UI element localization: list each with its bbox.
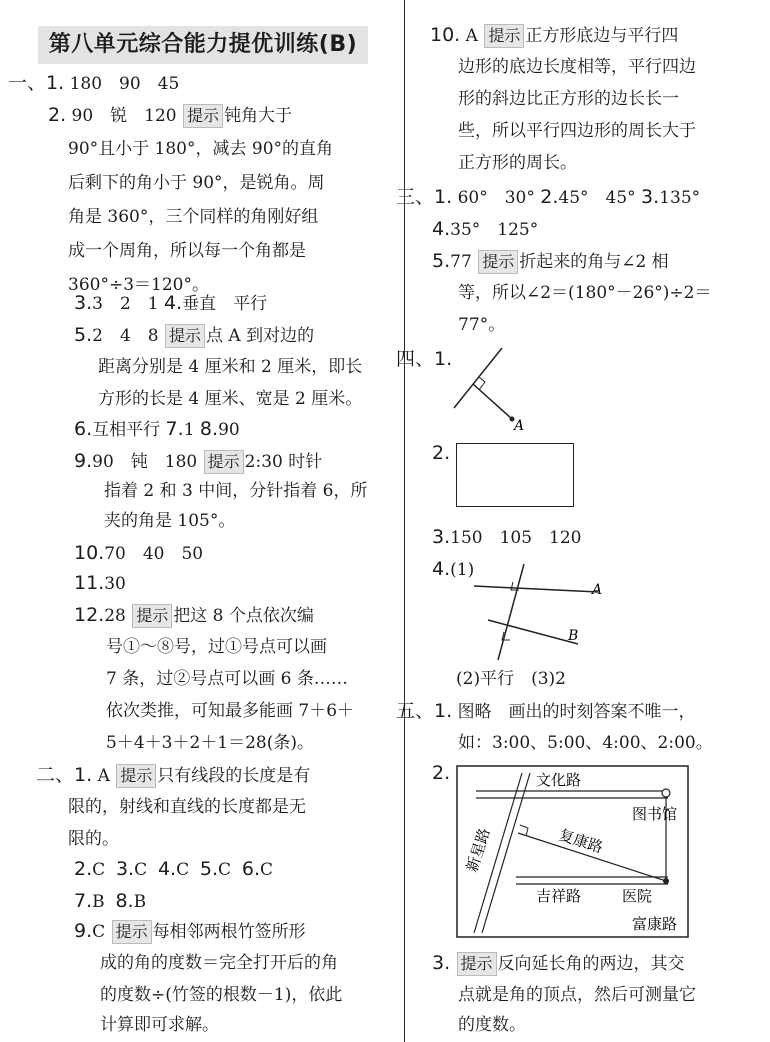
q2-9: 9.C 提示 每相邻两根竹签所形 [74, 920, 306, 942]
q5-3: 3. 提示 反向延长角的两边，其交 [432, 952, 685, 974]
q1-9: 9.90 钝 180 提示 2:30 时针 [74, 450, 323, 472]
label-fukang-road-2: 富康路 [632, 915, 678, 933]
q5-2: 2. [432, 762, 451, 784]
q2-1-line2: 限的，射线和直线的长度都是无 [68, 797, 306, 817]
q1-2-line2: 90°且小于 180°，减去 90°的直角 [68, 139, 334, 159]
perpendicular-figure [450, 342, 580, 434]
q2-1: 二、1. A 提示 只有线段的长度是有 [36, 764, 311, 786]
right-column [396, 0, 770, 1042]
q1-12-line4: 依次类推，可知最多能画 7＋6＋ [106, 701, 355, 721]
q1-5-line3: 方形的长是 4 厘米、宽是 2 厘米。 [98, 389, 363, 409]
hint-tag: 提示 [457, 952, 497, 976]
parallel-lines-figure [470, 560, 630, 664]
hint-tag: 提示 [204, 450, 244, 474]
label-wenhua-road: 文化路 [536, 771, 582, 789]
q4-4-parts-2-3: (2)平行 (3)2 [456, 669, 566, 689]
q2-2-to-6: 2.C 3.C 4.C 5.C 6.C [74, 858, 274, 880]
hint-tag: 提示 [112, 920, 152, 944]
map-frame [457, 766, 688, 937]
q1-5-line2: 距离分别是 4 厘米和 2 厘米，即长 [98, 357, 363, 377]
q3-5-line3: 77°。 [458, 315, 506, 335]
hint-tag: 提示 [478, 250, 518, 274]
q1-10: 10.70 40 50 [74, 542, 204, 564]
q1-2-line6: 360°÷3＝120°。 [68, 275, 209, 295]
q1-12-line3: 7 条，过②号点可以画 6 条…… [106, 669, 348, 689]
hint-tag: 提示 [183, 104, 223, 128]
point-b-label: B [568, 628, 579, 644]
right-angle-mark [479, 377, 485, 390]
label-library: 图书馆 [632, 805, 678, 823]
q3-4: 4.35° 125° [432, 218, 539, 240]
q4-4: 4.(1) [432, 558, 475, 580]
q1-2-line3: 后剩下的角小于 90°，是锐角。周 [68, 173, 325, 193]
label-jixiang-road: 吉祥路 [536, 887, 582, 905]
q1-10-line2: 边形的底边长度相等，平行四边 [458, 57, 696, 77]
q3-5-line2: 等，所以∠2＝(180°－26°)÷2＝ [458, 283, 712, 303]
library-marker [662, 789, 670, 797]
q4-1: 四、1. [396, 348, 453, 370]
q2-1-line3: 限的。 [68, 829, 119, 849]
q4-2: 2. [432, 442, 451, 464]
q1-2: 2. 90 锐 120 提示 钝角大于 [48, 104, 293, 126]
point-a-label: A [592, 582, 603, 598]
page-title: 第八单元综合能力提优训练(B) [38, 26, 368, 64]
transversal-line [498, 564, 524, 660]
q1-5: 5.2 4 8 提示 点 A 到对边的 [74, 324, 315, 346]
rectangle-figure [456, 443, 574, 507]
q1-12-line5: 5＋4＋3＋2＋1＝28(条)。 [106, 733, 314, 753]
q1-12: 12.28 提示 把这 8 个点依次编 [74, 604, 314, 626]
q1-2-line5: 成一个周角，所以每一个角都是 [68, 241, 306, 261]
q1-9-line3: 夹的角是 105°。 [104, 511, 236, 531]
hint-tag: 提示 [484, 24, 524, 48]
q1-11: 11.30 [74, 572, 126, 594]
label-xinxing-road: 新星路 [462, 825, 494, 875]
q1-1: 一、1. 180 90 45 [8, 72, 180, 94]
hint-tag: 提示 [165, 324, 205, 348]
road-map-figure [456, 765, 690, 941]
label-fukang-road: 复康路 [556, 825, 606, 857]
label-hospital: 医院 [622, 887, 653, 905]
q2-7-8: 7.B 8.B [74, 890, 147, 912]
perpendicular-segment [473, 384, 512, 419]
q2-9-line2: 成的角的度数＝完全打开后的角 [100, 953, 338, 973]
column-divider [404, 0, 405, 1042]
q5-3-line3: 的度数。 [458, 1015, 526, 1035]
q1-12-line2: 号①～⑧号，过①号点可以画 [106, 637, 327, 657]
q5-1-line2: 如：3:00、5:00、4:00、2:00。 [458, 733, 713, 753]
q1-10-right: 10. A 提示 正方形底边与平行四 [430, 24, 679, 46]
q1-2-line4: 角是 360°，三个同样的角刚好组 [68, 207, 319, 227]
road-xinxing-right [482, 773, 530, 933]
hospital-marker [663, 878, 669, 884]
q1-10-line3: 形的斜边比正方形的边长长一 [458, 89, 679, 109]
q1-10-line5: 正方形的周长。 [458, 153, 577, 173]
q1-6: 6.互相平行 7.1 8.90 [74, 418, 240, 440]
hint-tag: 提示 [132, 604, 172, 628]
q3-1: 三、1. 60° 30° 2.45° 45° 3.135° [396, 186, 701, 208]
hint-tag: 提示 [116, 764, 156, 788]
q5-1: 五、1. 图略 画出的时刻答案不唯一， [396, 700, 696, 722]
q4-3: 3.150 105 120 [432, 526, 582, 548]
line-l [454, 348, 502, 408]
parallel-line-a [474, 586, 598, 592]
q2-9-line3: 的度数÷(竹签的根数－1)，依此 [100, 985, 343, 1005]
q2-9-line4: 计算即可求解。 [100, 1015, 219, 1035]
q1-9-line2: 指着 2 和 3 中间，分针指着 6，所 [104, 481, 368, 501]
q3-5: 5.77 提示 折起来的角与∠2 相 [432, 250, 669, 272]
q5-3-line2: 点就是角的顶点，然后可测量它 [458, 985, 696, 1005]
point-a-label: A [514, 418, 525, 434]
q1-10-line4: 些，所以平行四边形的周长大于 [458, 121, 696, 141]
q1-3: 3.3 2 1 4.垂直 平行 [74, 292, 268, 314]
